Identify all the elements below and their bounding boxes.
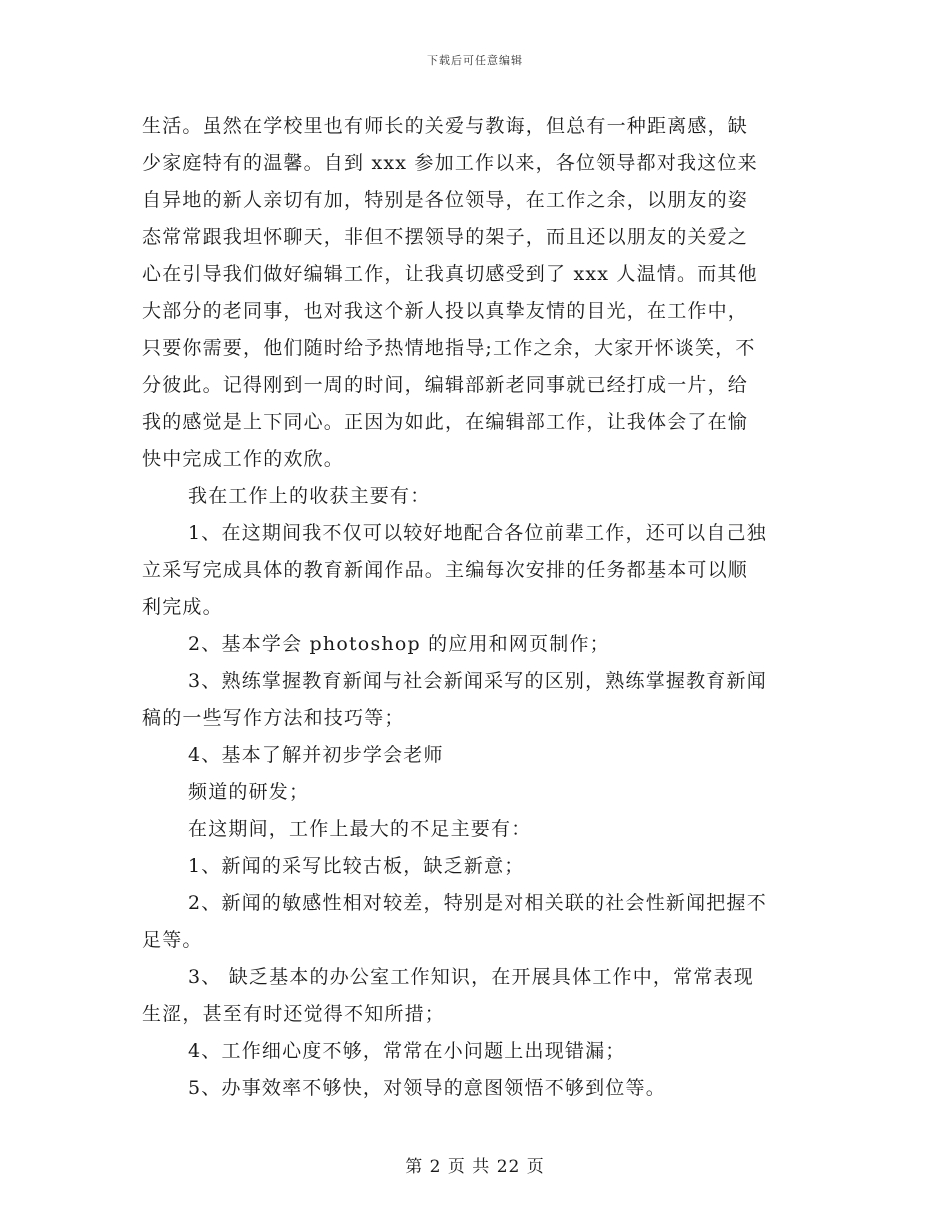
text-line: 稿的一些写作方法和技巧等； [142, 707, 405, 729]
text-line: 频道的研发； [188, 781, 310, 803]
document-body [142, 108, 810, 1107]
text-line: 4、基本了解并初步学会老师 [188, 744, 444, 766]
text-line: 自异地的新人亲切有加，特别是各位领导，在工作之余，以朋友的姿 [142, 189, 749, 211]
text-line: 只要你需要，他们随时给予热情地指导;工作之余，大家开怀谈笑，不 [142, 337, 756, 359]
text-line: 生活。虽然在学校里也有师长的关爱与教诲，但总有一种距离感，缺 [142, 115, 749, 137]
text-line: 5、办事效率不够快，对领导的意图领悟不够到位等。 [188, 1077, 666, 1099]
text-line: 2、基本学会 photoshop 的应用和网页制作； [188, 633, 610, 655]
text-line: 态常常跟我坦怀聊天，非但不摆领导的架子，而且还以朋友的关爱之 [142, 226, 749, 248]
text-line: 1、新闻的采写比较古板，缺乏新意； [188, 855, 525, 877]
text-line: 足等。 [142, 929, 203, 951]
text-line: 我的感觉是上下同心。正因为如此，在编辑部工作，让我体会了在愉 [142, 411, 749, 433]
page-number-footer: 第 2 页 共 22 页 [405, 1157, 545, 1177]
text-line: 立采写完成具体的教育新闻作品。主编每次安排的任务都基本可以顺 [142, 559, 749, 581]
text-line: 分彼此。记得刚到一周的时间，编辑部新老同事就已经打成一片，给 [142, 374, 749, 396]
text-line: 在这期间，工作上最大的不足主要有： [188, 818, 532, 840]
text-line: 少家庭特有的温馨。自到 xxx 参加工作以来，各位领导都对我这位来 [142, 152, 758, 174]
text-line: 2、新闻的敏感性相对较差，特别是对相关联的社会性新闻把握不 [188, 892, 767, 914]
text-line: 快中完成工作的欢欣。 [142, 448, 345, 470]
text-line: 心在引导我们做好编辑工作，让我真切感受到了 xxx 人温情。而其他 [142, 263, 758, 285]
text-line: 3、熟练掌握教育新闻与社会新闻采写的区别，熟练掌握教育新闻 [188, 670, 767, 692]
text-line: 大部分的老同事，也对我这个新人投以真挚友情的目光，在工作中， [142, 300, 749, 322]
page-header: 下载后可任意编辑 [427, 54, 523, 67]
text-line: 生涩，甚至有时还觉得不知所措； [142, 1003, 446, 1025]
text-line: 利完成。 [142, 596, 223, 618]
text-line: 3、 缺乏基本的办公室工作知识，在开展具体工作中，常常表现 [188, 966, 754, 988]
text-line: 我在工作上的收获主要有： [188, 485, 431, 507]
text-line: 1、在这期间我不仅可以较好地配合各位前辈工作，还可以自己独 [188, 522, 767, 544]
text-line: 4、工作细心度不够，常常在小问题上出现错漏； [188, 1040, 626, 1062]
